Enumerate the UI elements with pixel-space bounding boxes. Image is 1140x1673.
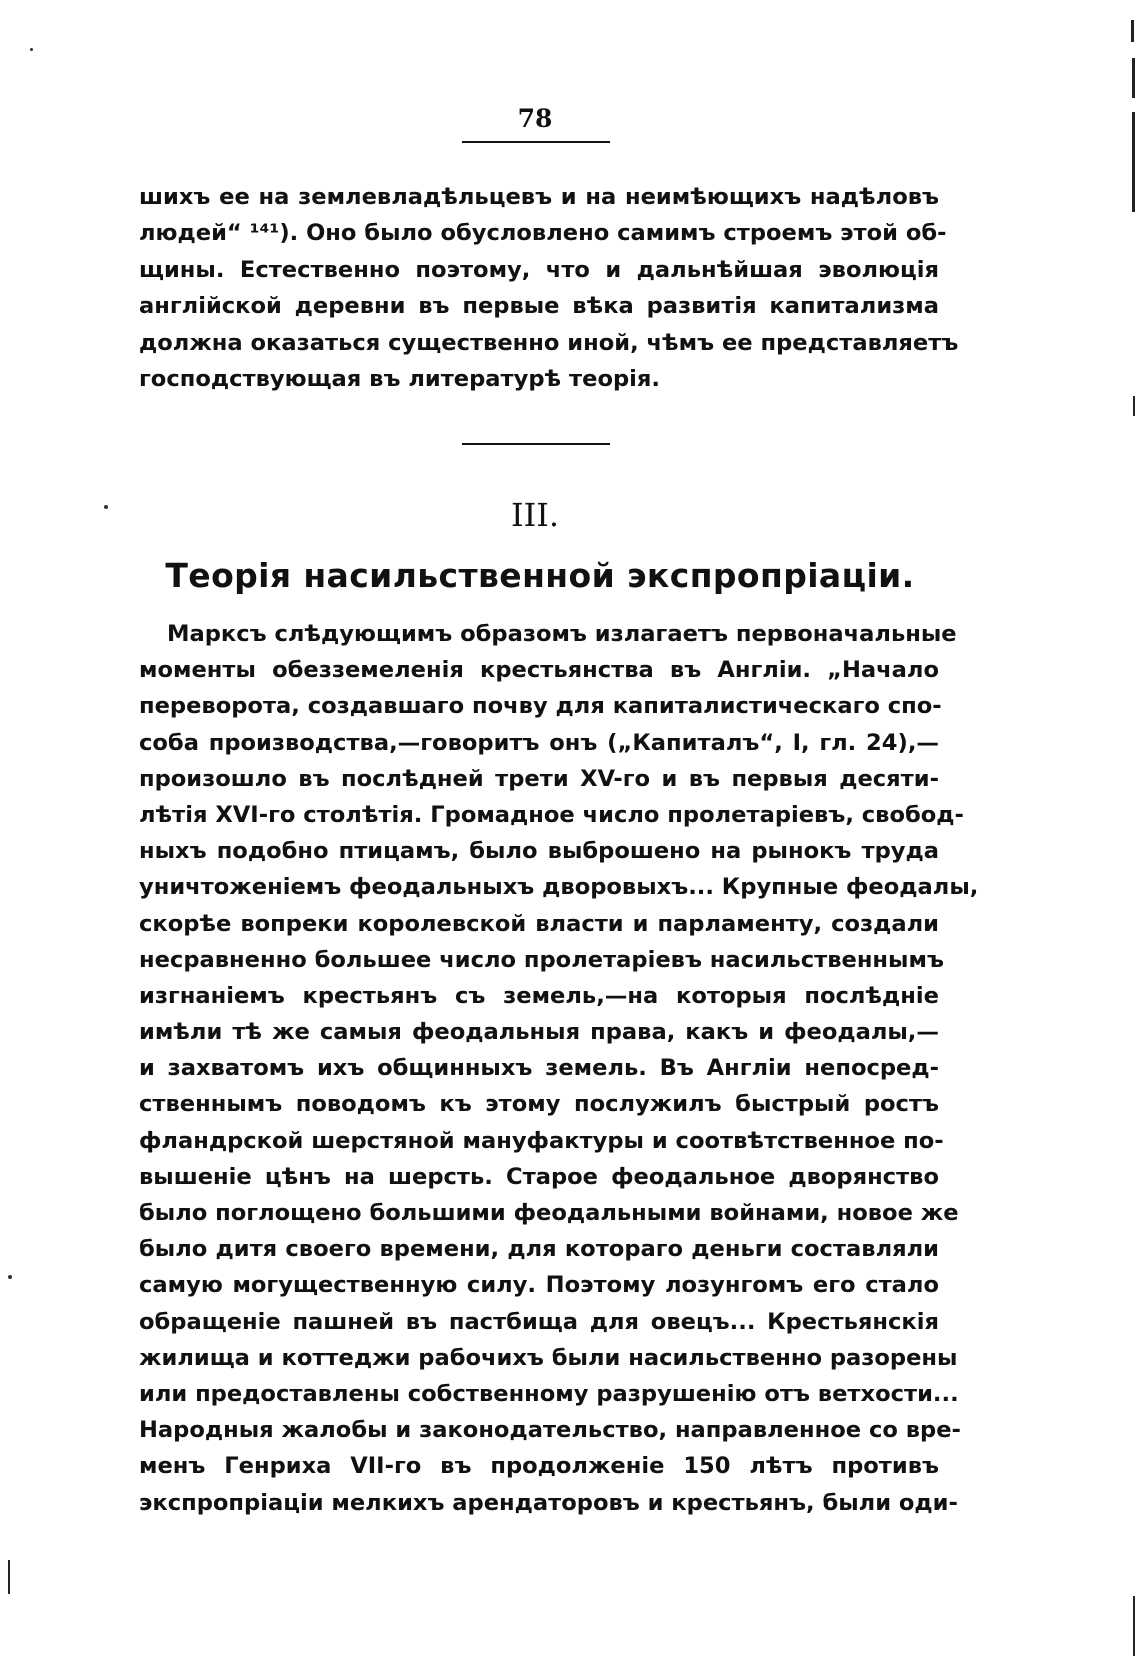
text-line: было дитя своего времени, для котораго деньги составляли [139, 1236, 939, 1263]
text-line: имѣли тѣ же самыя феодальныя права, какъ и феодалы,— [139, 1019, 939, 1046]
text-line: обращеніе пашней въ пастбища для овецъ... Крестьянскія [139, 1308, 939, 1335]
text-line: экспропріаціи мелкихъ арендаторовъ и крестьянъ, были оди- [139, 1489, 958, 1516]
text-line: менъ Генриха VII-го въ продолженіе 150 лѣтъ противъ [139, 1453, 939, 1480]
text-line: самую могущественную силу. Поэтому лозунгомъ его стало [139, 1272, 939, 1299]
text-line: щины. Естественно поэтому, что и дальнѣйшая эволюція [139, 256, 939, 283]
page-number: 78 [517, 104, 553, 133]
text-line: было поглощено большими феодальными войнами, новое же [139, 1200, 959, 1226]
text-line: моменты обезземеленія крестьянства въ Англіи. „Начало [139, 657, 939, 684]
header-rule [462, 141, 610, 143]
section-separator-rule [462, 443, 610, 445]
text-line: уничтоженіемъ феодальныхъ дворовыхъ... Крупные феодалы, [139, 874, 979, 901]
text-line: ственнымъ поводомъ къ этому послужилъ быстрый ростъ [139, 1091, 939, 1118]
text-line: англійской деревни въ первые вѣка развитія капитализма [139, 293, 939, 320]
scan-edge-mark [8, 1560, 10, 1594]
text-line: изгнаніемъ крестьянъ съ земель,—на которыя послѣдніе [139, 982, 939, 1009]
scan-speck [30, 48, 33, 51]
scan-edge-mark [1131, 20, 1134, 42]
text-line: лѣтія XVI-го столѣтія. Громадное число пролетаріевъ, свобод- [139, 801, 964, 828]
text-line: Народныя жалобы и законодательство, направленное со вре- [139, 1417, 961, 1444]
paragraph-2 [139, 616, 979, 1521]
section-numeral: III. [510, 496, 560, 534]
text-line: Марксъ слѣдующимъ образомъ излагаетъ первоначальные [167, 621, 957, 647]
text-line: шихъ ее на землевладѣльцевъ и на неимѣющихъ надѣловъ [139, 184, 939, 210]
text-line: людей“ ¹⁴¹). Оно было обусловлено самимъ строемъ этой об- [139, 220, 947, 247]
scan-edge-mark [1133, 396, 1135, 416]
text-line: переворота, создавшаго почву для капиталистическаго спо- [139, 693, 942, 720]
scan-edge-mark [1132, 112, 1135, 212]
scan-speck [8, 1275, 12, 1279]
text-line: господствующая въ литературѣ теорія. [139, 365, 660, 392]
section-title: Теорія насильственной экспропріаціи. [165, 556, 915, 595]
text-line: или предоставлены собственному разрушенію отъ ветхости... [139, 1380, 959, 1407]
scan-edge-mark [1133, 1596, 1135, 1656]
scan-speck [104, 505, 108, 509]
text-line: ныхъ подобно птицамъ, было выброшено на рынокъ труда [139, 838, 939, 865]
scan-edge-mark [1132, 58, 1135, 98]
paragraph-1 [139, 179, 959, 397]
text-line: жилища и коттеджи рабочихъ были насильственно разорены [139, 1344, 958, 1371]
text-line: произошло въ послѣдней трети XV-го и въ первыя десяти- [139, 765, 939, 792]
text-line: вышеніе цѣнъ на шерсть. Старое феодальное дворянство [139, 1163, 939, 1190]
text-line: должна оказаться существенно иной, чѣмъ ее представляетъ [139, 329, 959, 356]
text-line: фландрской шерстяной мануфактуры и соотвѣтственное по- [139, 1127, 944, 1154]
text-line: несравненно большее число пролетаріевъ насильственнымъ [139, 946, 944, 973]
text-line: и захватомъ ихъ общинныхъ земель. Въ Англіи непосред- [139, 1055, 939, 1082]
text-line: скорѣе вопреки королевской власти и парламенту, создали [139, 910, 939, 937]
text-line: соба производства,—говоритъ онъ („Капиталъ“, I, гл. 24),— [139, 729, 939, 756]
